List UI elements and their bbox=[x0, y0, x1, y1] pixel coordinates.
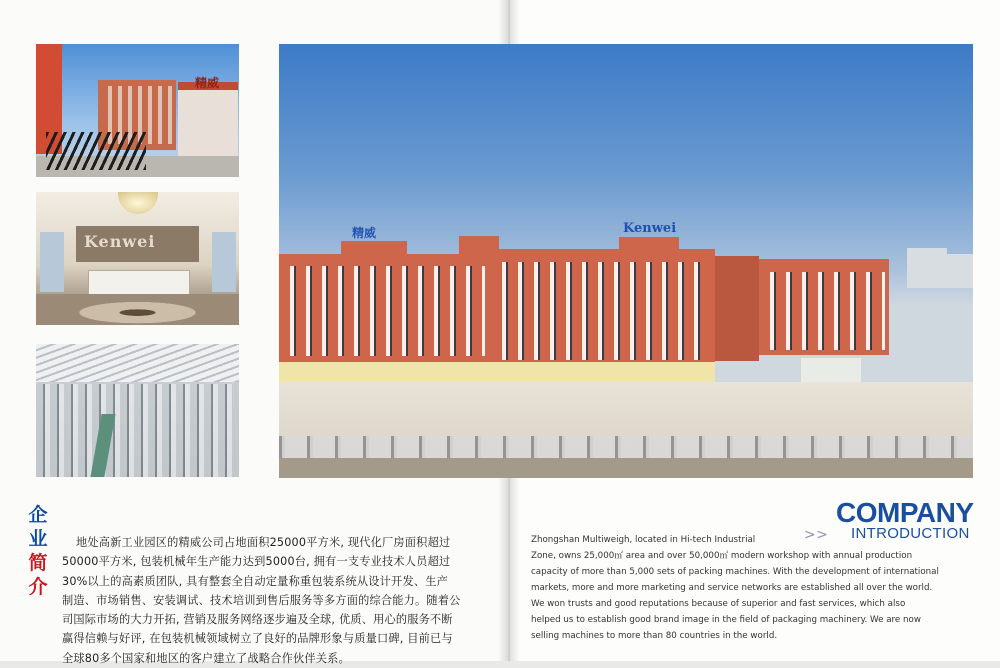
weighing-machines bbox=[36, 384, 239, 477]
double-chevron-icon: > > bbox=[804, 527, 826, 543]
left-building-windows bbox=[285, 266, 485, 356]
ground-floor-doors bbox=[279, 362, 715, 384]
lobby-floor bbox=[36, 294, 239, 325]
chinese-body-text bbox=[62, 533, 492, 668]
roof-sign-english: Kenwei bbox=[623, 221, 677, 236]
en-line: helped us to establish good brand image in the field of packaging machinery. We are now bbox=[531, 615, 921, 626]
company-heading: COMPANY bbox=[836, 497, 974, 528]
side-building bbox=[715, 256, 759, 361]
title-char: 简 bbox=[28, 552, 48, 574]
cn-line: 全球80多个国家和地区的客户建立了战略合作伙伴关系。 bbox=[62, 651, 350, 665]
en-line: selling machines to more than 80 countries in the world. bbox=[531, 631, 778, 642]
center-building-roof bbox=[619, 237, 679, 253]
cn-line: 司国际市场的大力开拓, 营销及服务网络逐步遍及全球, 优质、用心的服务不断 bbox=[62, 613, 453, 627]
right-building-windows bbox=[765, 272, 885, 350]
cn-line: 制造、市场销售、安装调试、技术培训到售后服务等多方面的综合能力。随着公 bbox=[62, 593, 461, 607]
lobby-logo-text: Kenwei bbox=[84, 232, 156, 251]
reception-lobby-photo bbox=[36, 192, 239, 325]
distant-building bbox=[907, 248, 947, 288]
distant-building bbox=[947, 254, 973, 288]
chinese-vertical-title bbox=[26, 503, 50, 599]
workshop-ceiling bbox=[36, 344, 239, 382]
en-line: Zone, owns 25,000㎡ area and over 50,000㎡ modern workshop with annual production bbox=[531, 551, 913, 561]
factory-gate-photo bbox=[36, 44, 239, 177]
factory-panorama-photo bbox=[279, 44, 973, 478]
title-char: 业 bbox=[28, 528, 48, 550]
retractable-gate bbox=[46, 132, 146, 170]
title-char: 企 bbox=[28, 504, 48, 526]
cn-line: 地处高新工业园区的精威公司占地面积25000平方米, 现代化厂房面积超过 bbox=[76, 536, 451, 549]
roof-sign-chinese: 精威 bbox=[352, 226, 377, 240]
gate-sign: 精威 bbox=[195, 76, 220, 90]
introduction-heading: INTRODUCTION bbox=[851, 525, 970, 542]
english-body-text bbox=[531, 548, 939, 645]
title-char: 介 bbox=[28, 576, 48, 598]
lobby-window-left bbox=[40, 232, 64, 292]
workshop-photo bbox=[36, 344, 239, 477]
cn-line: 30%以上的高素质团队, 具有整套全自动定量称重包装系统从设计开发、生产 bbox=[62, 574, 448, 588]
left-building-roof bbox=[341, 241, 407, 257]
lobby-window-right bbox=[212, 232, 236, 292]
cn-line: 赢得信赖与好评, 在包装机械领域树立了良好的品牌形象与质量口碑, 目前已与 bbox=[62, 632, 453, 646]
en-line: markets, more and more marketing and service networks are established all over the world. bbox=[531, 583, 933, 594]
en-line: capacity of more than 5,000 sets of packing machines. With the development of international bbox=[531, 567, 939, 578]
cn-line: 50000平方米, 包装机械年生产能力达到5000台, 拥有一支专业技术人员超过 bbox=[62, 555, 451, 569]
boundary-fence bbox=[279, 436, 973, 458]
english-first-line: Zhongshan Multiweigh, located in Hi-tech Industrial bbox=[531, 535, 756, 545]
reception-desk bbox=[88, 270, 190, 296]
chandelier bbox=[118, 192, 158, 214]
road bbox=[279, 458, 973, 478]
en-line: We won trusts and good reputations because of superior and fast services, which also bbox=[531, 599, 906, 610]
center-building-windows bbox=[497, 262, 709, 360]
